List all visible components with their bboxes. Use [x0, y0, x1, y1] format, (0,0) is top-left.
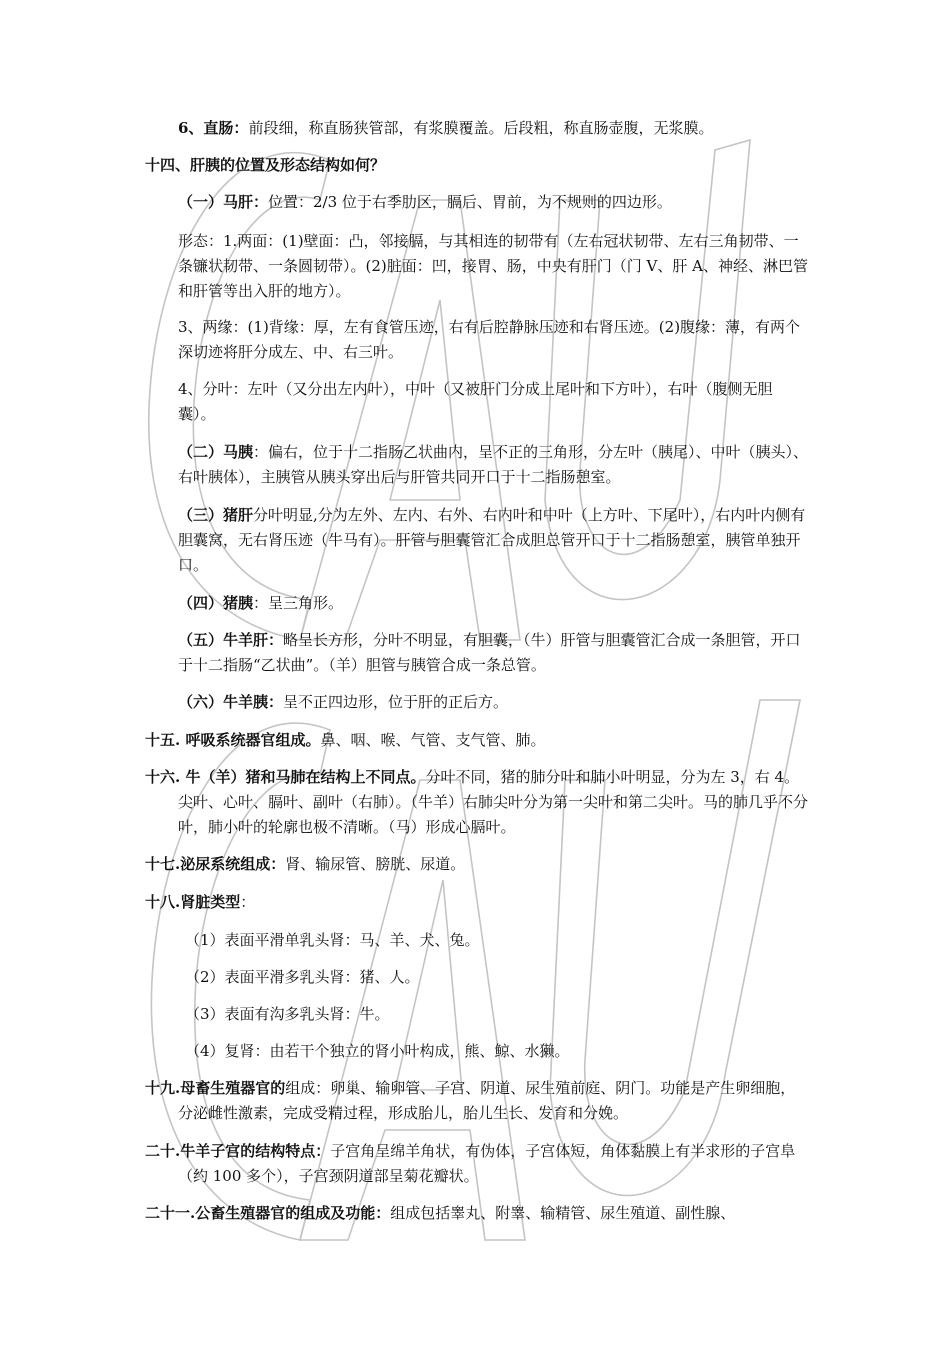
paragraph	[178, 377, 810, 427]
paragraph	[178, 628, 810, 678]
paragraph-text: 鼻、咽、喉、气管、支气管、肺。	[320, 731, 546, 749]
bold-heading: 十四、肝胰的位置及形态结构如何？	[145, 156, 386, 174]
section-heading	[145, 765, 810, 840]
bold-heading: （三）猪肝	[178, 506, 254, 524]
paragraph	[178, 116, 810, 141]
bold-heading: 十五. 呼吸系统器官组成。	[145, 731, 321, 749]
bold-heading: （五）牛羊肝：	[178, 631, 284, 649]
list-item	[185, 928, 810, 953]
bold-heading: 二十一.公畜生殖器官的组成及功能：	[145, 1204, 391, 1222]
paragraph-text: ：呈三角形。	[253, 594, 344, 612]
paragraph-text: 形态：1.两面：(1)壁面：凸，邻接膈，与其相连的韧带有（左右冠状韧带、左右三角韧带、一条镰状韧带、一条圆韧带）。(2)脏面：凹，接胃、肠，中央有肝门（门 V、肝 A、神经、淋巴管和肝管等出入肝的地方）。	[178, 232, 808, 300]
bold-heading: （六）牛羊胰：	[178, 693, 284, 711]
list-item	[185, 965, 810, 990]
paragraph	[178, 190, 810, 215]
section-heading	[145, 852, 810, 877]
paragraph-text: 3、两缘：(1)背缘：厚，左有食管压迹，右有后腔静脉压迹和右肾压迹。(2)腹缘：薄，有两个深切迹将肝分成左、中、右三叶。	[178, 318, 801, 361]
paragraph	[178, 440, 810, 490]
bold-heading: 十七.泌尿系统组成：	[145, 855, 286, 873]
paragraph-text: （3）表面有沟多乳头肾：牛。	[185, 1005, 390, 1023]
paragraph-text: 子宫角呈绵羊角状，有伪体，子宫体短，角体黏膜上有半求形的子宫阜（约 100 多个），子宫颈阴道部呈菊花瓣状。	[178, 1142, 796, 1185]
paragraph-text: ：	[240, 893, 256, 911]
paragraph	[178, 690, 810, 715]
paragraph-text: 略呈长方形，分叶不明显，有胆囊，（牛）肝管与胆囊管汇合成一条胆管，开口于十二指肠“乙状曲”。（羊）胆管与胰管合成一条总管。	[178, 631, 801, 674]
paragraph-text: 前段细，称直肠狭管部，有浆膜覆盖。后段粗，称直肠壶腹，无浆膜。	[248, 119, 714, 137]
paragraph-text: 组成：卵巢、输卵管、子宫、阴道、尿生殖前庭、阴门。功能是产生卵细胞，分泌雌性激素，完成受精过程，形成胎儿，胎儿生长、发育和分娩。	[178, 1079, 796, 1122]
paragraph-text: （1）表面平滑单乳头肾：马、羊、犬、兔。	[185, 931, 480, 949]
bold-heading: （二）马胰	[178, 443, 254, 461]
paragraph-text: 分叶明显,分为左外、左内、右外、右内叶和中叶（上方叶、下尾叶），右内叶内侧有胆囊窝，无右肾压迹（牛马有）。肝管与胆囊管汇合成胆总管开口于十二指肠憩室，胰管单独开口。	[178, 506, 806, 574]
section-heading	[145, 1139, 810, 1189]
bold-heading: 十八.肾脏类型	[145, 893, 241, 911]
paragraph	[178, 315, 810, 365]
bold-heading: （一）马肝：	[178, 193, 269, 211]
paragraph-text: 位置：2/3 位于右季肋区，膈后、胃前，为不规则的四边形。	[268, 193, 672, 211]
bold-heading: （四）猪胰	[178, 594, 254, 612]
paragraph-text: 肾、输尿管、膀胱、尿道。	[285, 855, 466, 873]
paragraph-text: 组成包括睾丸、附睾、输精管、尿生殖道、副性腺、	[390, 1204, 736, 1222]
paragraph-text: 呈不正四边形，位于肝的正后方。	[283, 693, 509, 711]
paragraph-text: （2）表面平滑多乳头肾：猪、人。	[185, 968, 420, 986]
paragraph	[178, 591, 810, 616]
paragraph-text: （4）复肾：由若干个独立的肾小叶构成，熊、鲸、水獭。	[185, 1042, 570, 1060]
section-heading	[145, 728, 810, 753]
section-heading	[145, 890, 810, 915]
section-heading	[145, 1201, 810, 1226]
section-heading	[145, 1076, 810, 1126]
list-item	[185, 1002, 810, 1027]
bold-heading: 二十.牛羊子宫的结构特点：	[145, 1142, 331, 1160]
paragraph-text: ：偏右，位于十二指肠乙状曲内，呈不正的三角形，分左叶（胰尾）、中叶（胰头）、右叶胰体），主胰管从胰头穿出后与肝管共同开口于十二指肠憩室。	[178, 443, 809, 486]
section-heading	[145, 153, 810, 178]
paragraph	[178, 229, 810, 304]
bold-heading: 十九.母畜生殖器官的	[145, 1079, 286, 1097]
list-item	[185, 1039, 810, 1064]
paragraph-text: 4、分叶：左叶（又分出左内叶），中叶（又被肝门分成上尾叶和下方叶），右叶（腹侧无胆囊）。	[178, 380, 773, 423]
bold-heading: 6、直肠：	[178, 119, 249, 137]
paragraph-text: 分叶不同，猪的肺分叶和肺小叶明显，分为左 3，右 4。尖叶、心叶、膈叶、副叶（右肺）。（牛羊）右肺尖叶分为第一尖叶和第二尖叶。马的肺几乎不分叶，肺小叶的轮廓也极不清晰。（马）形成心膈叶。	[178, 768, 809, 836]
bold-heading: 十六. 牛（羊）猪和马肺在结构上不同点。	[145, 768, 426, 786]
paragraph	[178, 503, 810, 578]
